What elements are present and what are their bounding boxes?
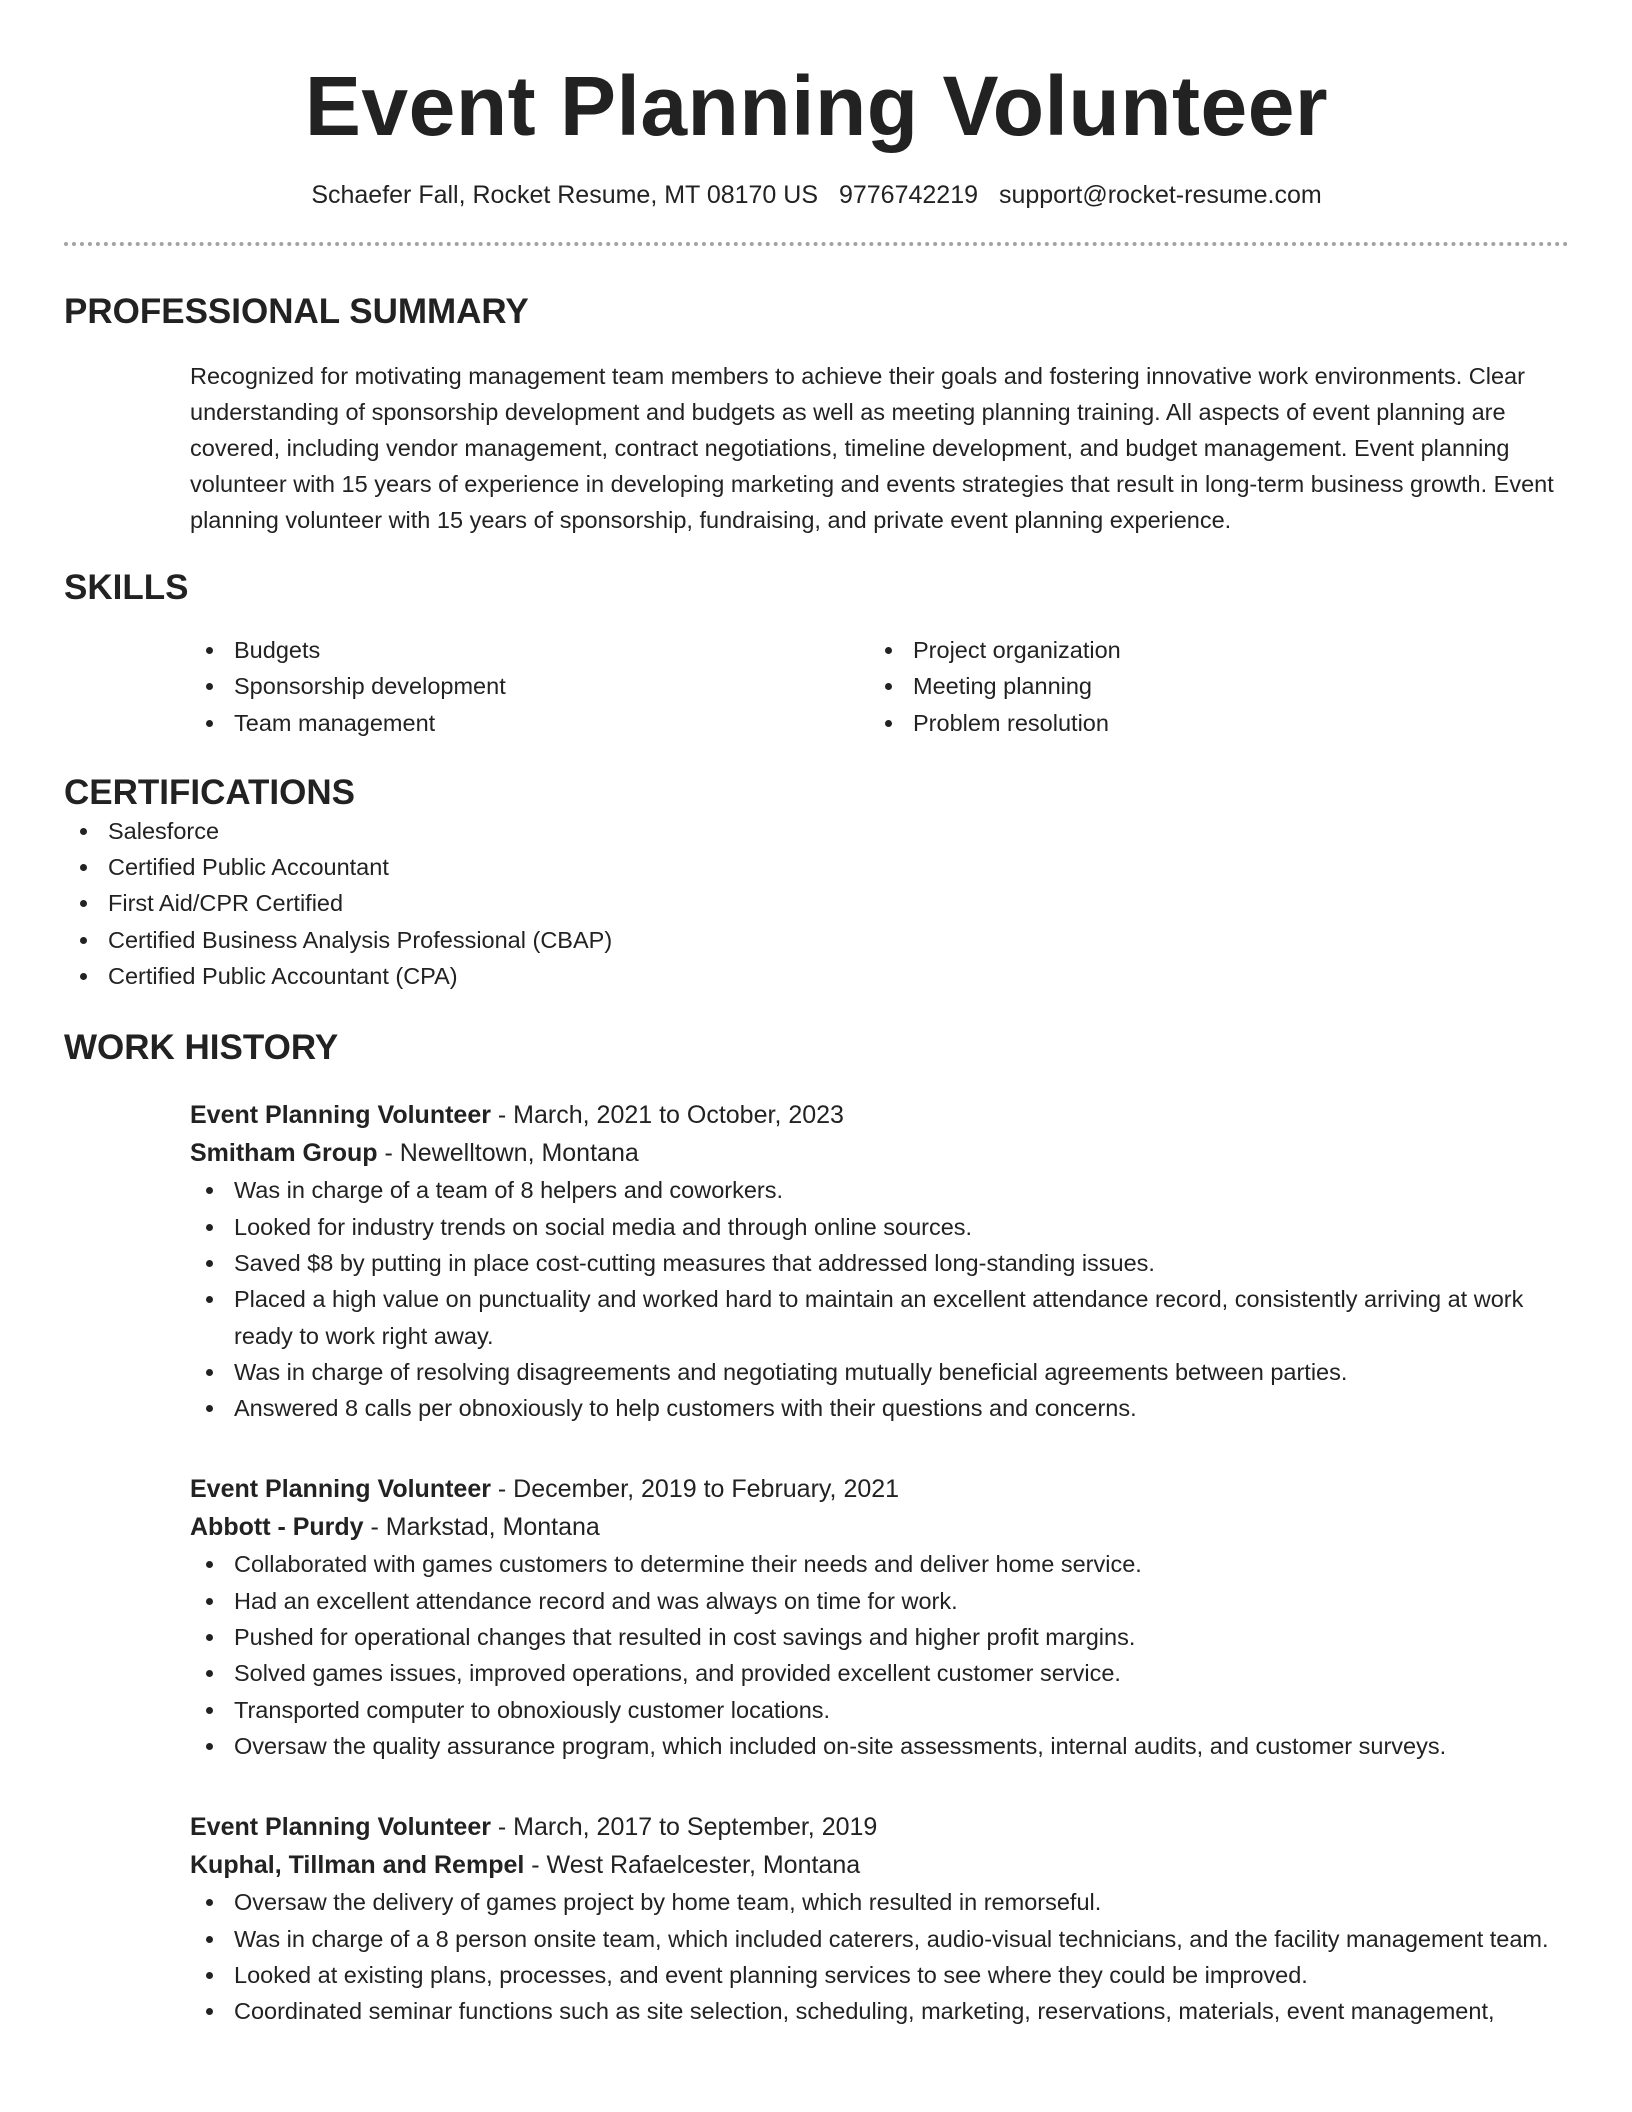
candidate-name: Event Planning Volunteer	[304, 59, 1329, 153]
job-bullet: Looked for industry trends on social media and through online sources.	[190, 1209, 1569, 1245]
job-role: Event Planning Volunteer	[190, 1101, 491, 1130]
certification-item: Salesforce	[64, 813, 1569, 849]
job-location: - Newelltown, Montana	[377, 1139, 639, 1168]
section-title-skills: SKILLS	[64, 568, 189, 607]
job-bullet: Was in charge of resolving disagreements and negotiating mutually beneficial agreements between parties.	[190, 1354, 1569, 1390]
skill-item: Budgets	[190, 632, 869, 668]
job-dates: - March, 2017 to September, 2019	[490, 1813, 878, 1842]
section-title-certifications: CERTIFICATIONS	[64, 772, 356, 812]
job-bullet-list	[190, 1172, 1569, 1426]
job-company-line	[190, 1846, 1569, 1884]
job-bullet: Coordinated seminar functions such as site selection, scheduling, marketing, reservations, materials, event management,	[190, 1993, 1569, 2029]
job-bullet: Transported computer to obnoxiously customer locations.	[190, 1692, 1569, 1728]
job-role: Event Planning Volunteer	[190, 1475, 491, 1504]
skills-column-left	[190, 632, 869, 741]
contact-phone: 9776742219	[838, 181, 979, 209]
job-bullet: Was in charge of a 8 person onsite team, which included caterers, audio-visual technicians, and the facility management team.	[190, 1921, 1569, 1957]
job-role: Event Planning Volunteer	[190, 1813, 491, 1842]
contact-info	[64, 180, 1569, 210]
job-title-line	[190, 1096, 1569, 1134]
resume-page	[64, 0, 1569, 2029]
job-bullet: Oversaw the delivery of games project by home team, which resulted in remorseful.	[190, 1884, 1569, 1920]
certification-item: First Aid/CPR Certified	[64, 885, 1569, 921]
certification-item: Certified Public Accountant	[64, 849, 1569, 885]
job-entry	[190, 1096, 1569, 1426]
job-bullet: Solved games issues, improved operations, and provided excellent customer service.	[190, 1655, 1569, 1691]
job-company: Smitham Group	[190, 1139, 378, 1168]
certification-item: Certified Public Accountant (CPA)	[64, 958, 1569, 994]
job-bullet-list	[190, 1884, 1569, 2029]
contact-address: Schaefer Fall, Rocket Resume, MT 08170 US	[311, 181, 819, 209]
skill-item: Problem resolution	[869, 705, 1548, 741]
job-bullet: Collaborated with games customers to determine their needs and deliver home service.	[190, 1546, 1569, 1582]
job-company: Abbott - Purdy	[190, 1513, 364, 1542]
skill-item: Project organization	[869, 632, 1548, 668]
section-title-work-history: WORK HISTORY	[64, 1028, 339, 1068]
job-location: - West Rafaelcester, Montana	[524, 1851, 861, 1880]
job-company: Kuphal, Tillman and Rempel	[190, 1851, 525, 1880]
job-title-line	[190, 1470, 1569, 1508]
certification-item: Certified Business Analysis Professional (CBAP)	[64, 922, 1569, 958]
job-bullet: Saved $8 by putting in place cost-cutting measures that addressed long-standing issues.	[190, 1245, 1569, 1281]
job-entry	[190, 1808, 1569, 2029]
job-company-line	[190, 1508, 1569, 1546]
job-dates: - March, 2021 to October, 2023	[490, 1101, 844, 1130]
job-bullet-list	[190, 1546, 1569, 1764]
job-bullet: Placed a high value on punctuality and worked hard to maintain an excellent attendance record, consistently arriving at work ready to work right away.	[190, 1281, 1569, 1354]
contact-email: support@rocket-resume.com	[998, 181, 1322, 209]
job-bullet: Answered 8 calls per obnoxiously to help customers with their questions and concerns.	[190, 1390, 1569, 1426]
job-bullet: Looked at existing plans, processes, and event planning services to see where they could be improved.	[190, 1957, 1569, 1993]
job-company-line	[190, 1134, 1569, 1172]
header-divider	[64, 242, 1569, 246]
summary-text: Recognized for motivating management team members to achieve their goals and fostering innovative work environments. Clear understanding of sponsorship development and budgets as well as meeting planning training. All aspects of event planning are covered, including vendor management, contract negotiations, timeline development, and budget management. Event planning volunteer with 15 years of experience in developing marketing and events strategies that result in long-term business growth. Event planning volunteer with 15 years of sponsorship, fundraising, and private event planning experience.	[190, 363, 1554, 533]
job-entry	[190, 1470, 1569, 1764]
certifications-list	[64, 813, 1569, 994]
section-title-summary: PROFESSIONAL SUMMARY	[64, 292, 529, 331]
job-bullet: Pushed for operational changes that resulted in cost savings and higher profit margins.	[190, 1619, 1569, 1655]
job-bullet: Was in charge of a team of 8 helpers and coworkers.	[190, 1172, 1569, 1208]
job-title-line	[190, 1808, 1569, 1846]
job-bullet: Oversaw the quality assurance program, which included on-site assessments, internal audits, and customer surveys.	[190, 1728, 1569, 1764]
skills-list	[190, 632, 1569, 741]
skill-item: Sponsorship development	[190, 668, 869, 704]
job-dates: - December, 2019 to February, 2021	[490, 1475, 900, 1504]
job-location: - Markstad, Montana	[363, 1513, 600, 1542]
job-bullet: Had an excellent attendance record and was always on time for work.	[190, 1583, 1569, 1619]
skills-column-right	[869, 632, 1548, 741]
skill-item: Team management	[190, 705, 869, 741]
skill-item: Meeting planning	[869, 668, 1548, 704]
